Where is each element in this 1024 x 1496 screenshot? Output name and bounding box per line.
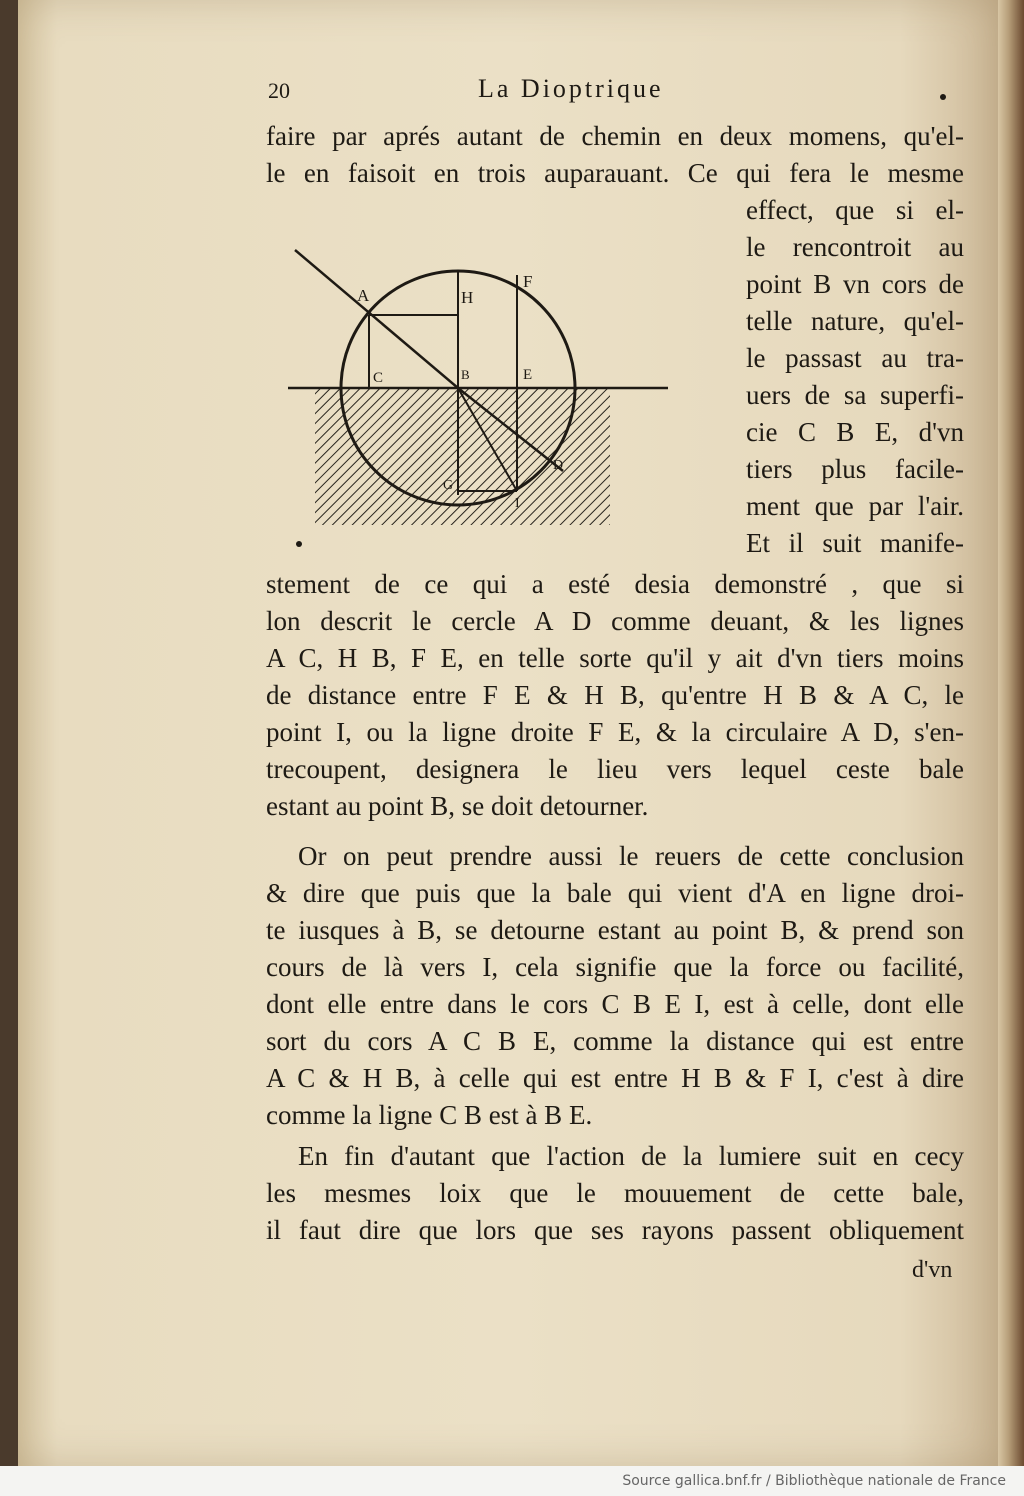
label-g: G	[443, 478, 454, 493]
label-h: H	[461, 288, 474, 307]
text-line: le rencontroit au	[746, 232, 964, 262]
side-text-block	[746, 192, 964, 562]
text-line: cie C B E, d'vn	[746, 417, 964, 447]
text-line: telle nature, qu'el-	[746, 306, 964, 336]
text-line: Or on peut prendre aussi le reuers de cette conclusion	[298, 841, 964, 871]
text-line: stement de ce qui a esté desia demonstré , que si	[266, 569, 964, 599]
paragraph-2	[266, 838, 964, 1134]
text-line: sort du cors A C B E, comme la distance qui est entre	[266, 1026, 964, 1056]
text-line: point B vn cors de	[746, 269, 964, 299]
text-line: dont elle entre dans le cors C B E I, est à celle, dont elle	[266, 989, 964, 1019]
text-line: uers de sa superfi-	[746, 380, 964, 410]
text-line: comme la ligne C B est à B E.	[266, 1100, 593, 1130]
catchword: d'vn	[912, 1257, 953, 1283]
label-b: B	[461, 367, 470, 382]
text-line: & dire que puis que la bale qui vient d'A en ligne droi-	[266, 878, 964, 908]
text-line: point I, ou la ligne droite F E, & la circulaire A D, s'en-	[266, 717, 964, 747]
text-line: le passast au tra-	[746, 343, 964, 373]
text-line: En fin d'autant que l'action de la lumiere suit en cecy	[298, 1141, 964, 1171]
running-title: La Dioptrique	[478, 74, 664, 103]
label-a: A	[357, 286, 370, 305]
text-line: ment que par l'air.	[746, 491, 964, 521]
text-line: le en faisoit en trois auparauant. Ce qui fera le mesme	[266, 158, 964, 188]
label-i: I	[515, 496, 520, 511]
text-line: les mesmes loix que le mouuement de cette bale,	[266, 1178, 964, 1208]
label-f: F	[523, 272, 533, 291]
label-c: C	[373, 370, 384, 386]
text-line: effect, que si el-	[746, 195, 964, 225]
ink-dot	[296, 541, 302, 547]
source-footer	[0, 1466, 1024, 1496]
label-d: D	[553, 458, 564, 473]
top-text-block	[266, 118, 964, 192]
refraction-diagram	[285, 245, 670, 530]
text-line: lon descrit le cercle A D comme deuant, & les lignes	[266, 606, 964, 636]
text-line: te iusques à B, se detourne estant au point B, & prend son	[266, 915, 964, 945]
source-credit: Source gallica.bnf.fr / Bibliothèque nationale de France	[622, 1473, 1006, 1489]
text-line: il faut dire que lors que ses rayons passent obliquement	[266, 1215, 964, 1245]
text-line: cours de là vers I, cela signifie que la force ou facilité,	[266, 952, 964, 982]
body-text-block	[266, 566, 964, 825]
text-line: faire par aprés autant de chemin en deux momens, qu'el-	[266, 121, 964, 151]
text-line: Et il suit manife-	[746, 528, 964, 558]
text-line: de distance entre F E & H B, qu'entre H B & A C, le	[266, 680, 964, 710]
text-line: A C, H B, F E, en telle sorte qu'il y ait d'vn tiers moins	[266, 643, 964, 673]
paragraph-3	[266, 1138, 964, 1249]
page-edge	[998, 0, 1024, 1466]
text-line: trecoupent, designera le lieu vers lequel ceste bale	[266, 754, 964, 784]
ink-dot	[940, 94, 946, 100]
page-number: 20	[268, 78, 290, 103]
text-line: A C & H B, à celle qui est entre H B & F I, c'est à dire	[266, 1063, 964, 1093]
text-line: tiers plus facile-	[746, 454, 964, 484]
incident-ray	[295, 250, 458, 388]
label-e: E	[523, 367, 533, 383]
text-line: estant au point B, se doit detourner.	[266, 791, 649, 821]
